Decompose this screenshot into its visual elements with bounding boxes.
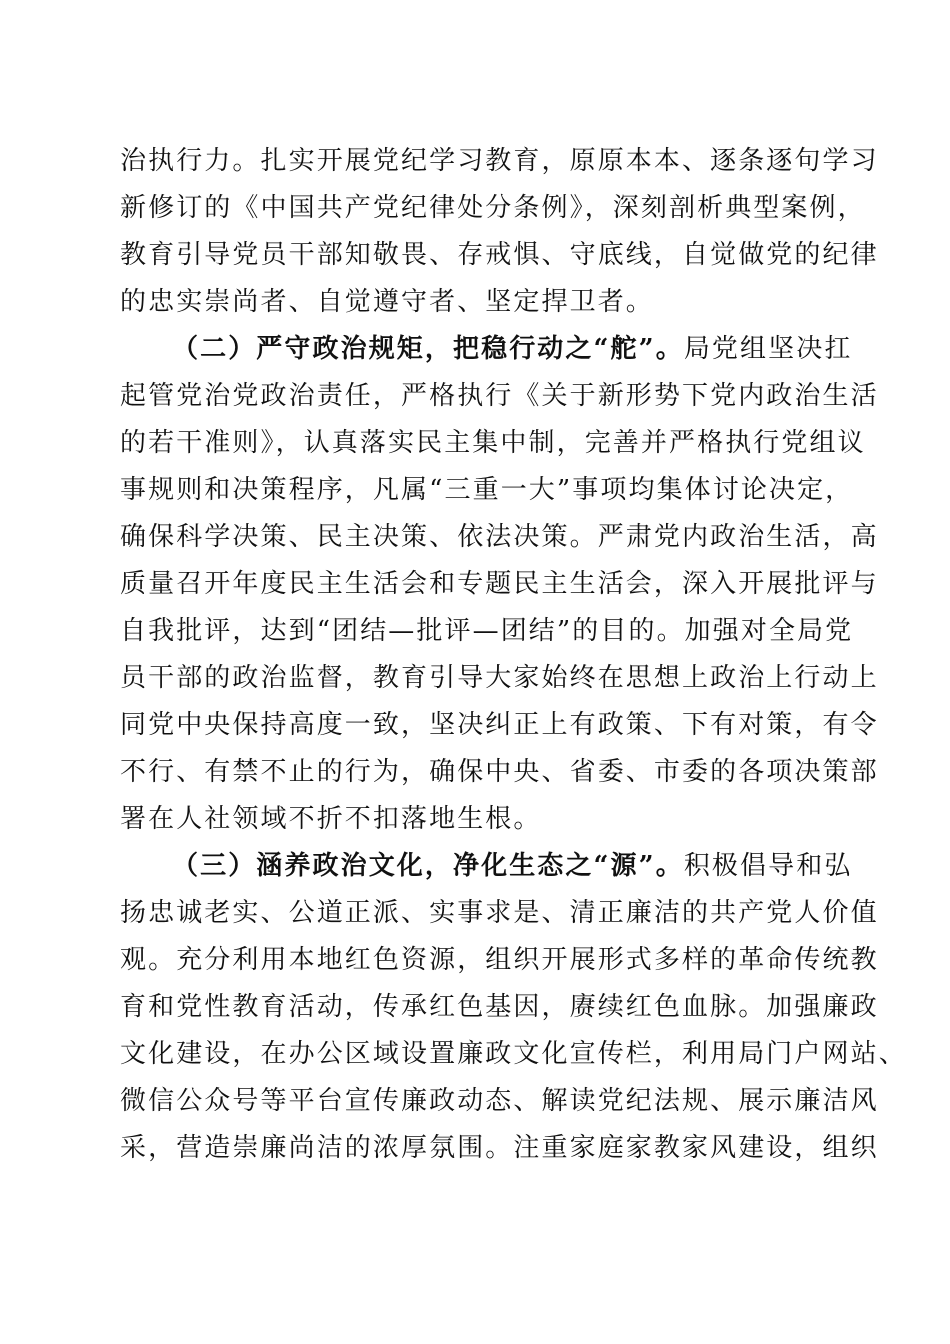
text-line: 事规则和决策程序，凡属“三重一大”事项均集体讨论决定， — [120, 475, 854, 505]
section-heading-3: （三）涵养政治文化，净化生态之“源”。 — [172, 851, 684, 881]
text-line: 不行、有禁不止的行为，确保中央、省委、市委的各项决策部 — [120, 757, 879, 787]
text-run: 积极倡导和弘 — [683, 851, 853, 881]
paragraph-discipline-education — [120, 138, 879, 326]
text-line: 起管党治党政治责任，严格执行《关于新形势下党内政治生活 — [120, 381, 879, 411]
text-line: 的忠实崇尚者、自觉遵守者、坚定捍卫者。 — [120, 287, 654, 317]
text-line: 质量召开年度民主生活会和专题民主生活会，深入开展批评与 — [120, 569, 879, 599]
text-line: 同党中央保持高度一致，坚决纠正上有政策、下有对策，有令 — [120, 710, 879, 740]
text-line: 育和党性教育活动，传承红色基因，赓续红色血脉。加强廉政 — [120, 992, 879, 1022]
text-line: 自我批评，达到“团结—批评—团结”的目的。加强对全局党 — [120, 616, 854, 646]
document-body — [120, 138, 907, 1172]
paragraph-first-line — [120, 843, 853, 890]
text-line: 教育引导党员干部知敬畏、存戒惧、守底线，自觉做党的纪律 — [120, 240, 879, 270]
text-line: 确保科学决策、民主决策、依法决策。严肃党内政治生活，高 — [120, 522, 879, 552]
text-line: 微信公众号等平台宣传廉政动态、解读党纪法规、展示廉洁风 — [120, 1086, 879, 1116]
text-line: 署在人社领域不折不扣落地生根。 — [120, 804, 542, 834]
text-line: 新修订的《中国共产党纪律处分条例》，深刻剖析典型案例， — [120, 193, 866, 223]
text-run: 局党组坚决扛 — [683, 334, 853, 364]
text-line: 治执行力。扎实开展党纪学习教育，原原本本、逐条逐句学习 — [120, 146, 879, 176]
text-line: 扬忠诚老实、公道正派、实事求是、清正廉洁的共产党人价值 — [120, 898, 879, 928]
text-line: 采，营造崇廉尚洁的浓厚氛围。注重家庭家教家风建设，组织 — [120, 1133, 879, 1163]
text-line: 文化建设，在办公区域设置廉政文化宣传栏，利用局门户网站、 — [120, 1039, 907, 1069]
text-line: 观。充分利用本地红色资源，组织开展形式多样的革命传统教 — [120, 945, 879, 975]
paragraph-political-culture — [120, 843, 907, 1172]
paragraph-political-rules — [120, 326, 879, 843]
paragraph-first-line — [120, 326, 853, 373]
text-line: 员干部的政治监督，教育引导大家始终在思想上政治上行动上 — [120, 663, 879, 693]
section-heading-2: （二）严守政治规矩，把稳行动之“舵”。 — [172, 334, 684, 364]
text-line: 的若干准则》，认真落实民主集中制，完善并严格执行党组议 — [120, 428, 866, 458]
